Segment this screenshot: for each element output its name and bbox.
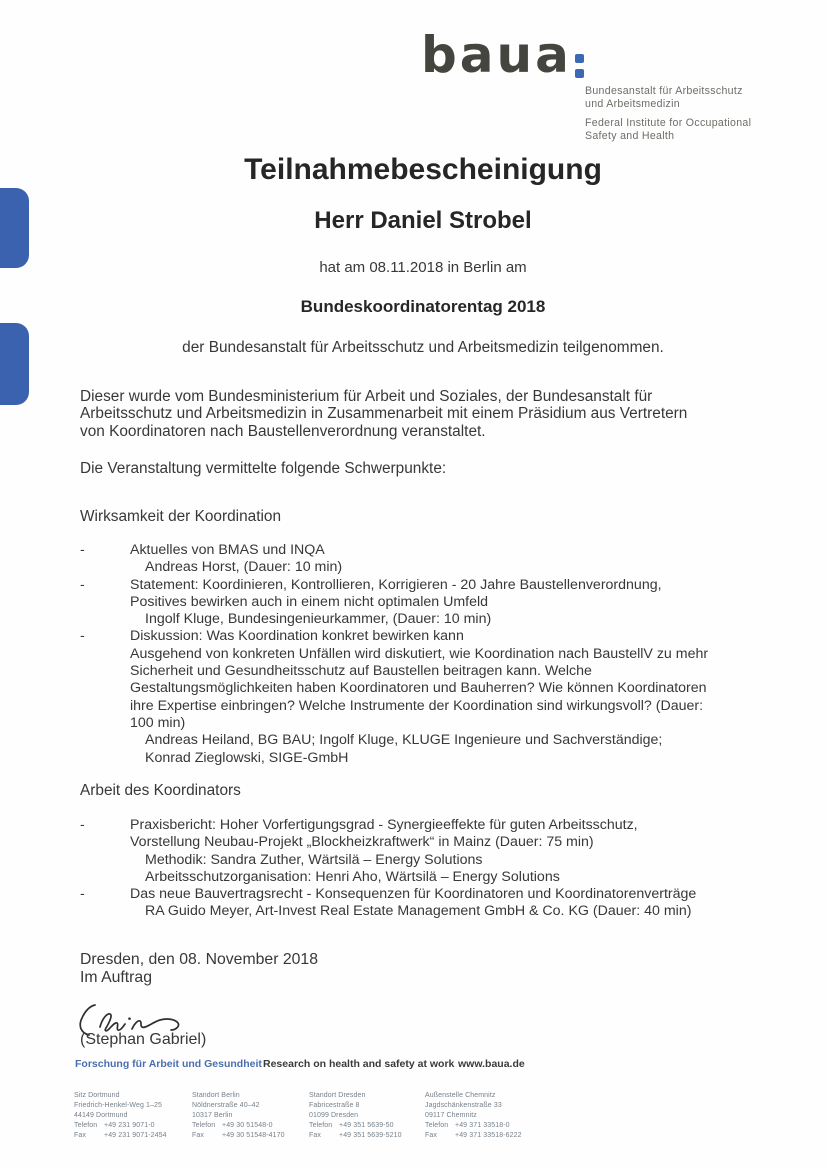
phone-label: Telefon — [309, 1122, 333, 1129]
agenda-line: Positives bewirken auch in einem nicht optimalen Umfeld — [130, 593, 489, 610]
event-title: Bundeskoordinatorentag 2018 — [300, 297, 546, 316]
event-subline: der Bundesanstalt für Arbeitsschutz und Arbeitsmedizin teilgenommen. — [182, 339, 664, 356]
fax-number: +49 231 9071-2454 — [104, 1132, 167, 1139]
section-heading-wirksamkeit: Wirksamkeit der Koordination — [80, 508, 282, 525]
baua-logo-wordmark: baua — [421, 26, 572, 84]
location-city: 01099 Dresden — [309, 1112, 359, 1119]
speaker-line: Ingolf Kluge, Bundesingenieurkammer, (Dauer: 10 min) — [145, 611, 492, 628]
logo-org-names — [585, 85, 751, 143]
section-heading-arbeit: Arbeit des Koordinators — [80, 782, 241, 799]
signature-block — [80, 951, 318, 987]
location-phone-row — [74, 1121, 167, 1131]
list-item-body — [130, 542, 342, 577]
fax-label: Fax — [74, 1132, 86, 1139]
agenda-line: Aktuelles von BMAS und INQA — [130, 542, 325, 558]
signer-name: (Stephan Gabriel) — [80, 1031, 207, 1048]
list-dash: - — [80, 542, 85, 558]
footer-location-chemnitz — [425, 1091, 522, 1141]
fax-label: Fax — [192, 1132, 204, 1139]
list-item — [80, 886, 696, 921]
agenda-list-1 — [80, 542, 708, 767]
location-city: 44149 Dortmund — [74, 1112, 128, 1119]
list-dash: - — [80, 886, 85, 903]
phone-number: +49 231 9071-0 — [104, 1122, 155, 1129]
location-street: Friedrich-Henkel-Weg 1–25 — [74, 1102, 162, 1109]
recipient-name: Herr Daniel Strobel — [314, 207, 532, 234]
location-fax-row — [192, 1131, 285, 1141]
speaker-line: Andreas Horst, (Dauer: 10 min) — [145, 559, 343, 576]
paragraph-line: von Koordinatoren nach Baustellenverordnung veranstaltet. — [80, 422, 486, 440]
org-name-en-line2: Safety and Health — [585, 130, 675, 142]
speaker-line: Arbeitsschutzorganisation: Henri Aho, Wärtsilä – Energy Solutions — [145, 868, 560, 885]
location-name: Standort Berlin — [192, 1092, 240, 1099]
location-fax-row — [74, 1131, 167, 1141]
phone-number: +49 371 33518-0 — [455, 1122, 510, 1129]
logo-colon-dot-icon — [575, 69, 584, 78]
page-title: Teilnahmebescheinigung — [244, 153, 602, 186]
place-date: Dresden, den 08. November 2018 — [80, 951, 318, 968]
list-item — [80, 542, 708, 577]
speaker-line: RA Guido Meyer, Art-Invest Real Estate Management GmbH & Co. KG (Dauer: 40 min) — [145, 903, 692, 920]
on-behalf: Im Auftrag — [80, 969, 152, 986]
agenda-list-2 — [80, 817, 696, 921]
location-street: Jagdschänkenstraße 33 — [425, 1102, 502, 1109]
blue-margin-tab-bottom-icon — [0, 323, 29, 405]
list-dash: - — [80, 576, 85, 593]
location-name: Standort Dresden — [309, 1092, 366, 1099]
agenda-line: Das neue Bauvertragsrecht - Konsequenzen für Koordinatoren und Koordinatorenverträge — [130, 886, 697, 903]
location-street: Fabricestraße 8 — [309, 1102, 360, 1109]
footer-location-dortmund — [74, 1091, 167, 1141]
speaker-line: Methodik: Sandra Zuther, Wärtsilä – Energy Solutions — [145, 851, 483, 868]
agenda-line: Gestaltungsmöglichkeiten haben Koordinatoren und Bauherren? Wie können Koordinatoren — [130, 680, 707, 697]
list-dash: - — [80, 817, 85, 833]
agenda-line: Ausgehend von konkreten Unfällen wird diskutiert, wie Koordination nach BaustellV zu mehr — [130, 645, 709, 662]
agenda-line: ihre Expertise einbringen? Welche Instrumente der Koordination sind wirkungsvoll? (Dauer: — [130, 697, 704, 714]
org-name-de-line2: und Arbeitsmedizin — [585, 98, 680, 110]
location-city: 10317 Berlin — [192, 1112, 233, 1119]
fax-number: +49 351 5639-5210 — [339, 1132, 402, 1139]
list-dash: - — [80, 628, 85, 645]
tagline-german: Forschung für Arbeit und Gesundheit — [75, 1058, 262, 1070]
logo-colon-dot-icon — [575, 54, 584, 63]
intro-paragraph — [80, 388, 687, 440]
phone-number: +49 351 5639-50 — [339, 1122, 394, 1129]
fax-number: +49 371 33518-6222 — [455, 1132, 522, 1139]
location-name: Außenstelle Chemnitz — [425, 1092, 496, 1099]
location-phone-row — [425, 1121, 522, 1131]
logo-colon-icon — [575, 54, 584, 78]
phone-label: Telefon — [425, 1122, 449, 1129]
location-street: Nöldnerstraße 40–42 — [192, 1102, 260, 1109]
list-item-body — [130, 817, 638, 886]
focus-intro-paragraph: Die Veranstaltung vermittelte folgende Schwerpunkte: — [80, 460, 447, 477]
agenda-line: Sicherheit und Gesundheitsschutz auf Baustellen beitragen kann. Welche — [130, 663, 592, 680]
participation-date-line: hat am 08.11.2018 in Berlin am — [319, 259, 527, 276]
footer-location-dresden — [309, 1091, 402, 1141]
paragraph-line: Arbeitsschutz und Arbeitsmedizin in Zusammenarbeit mit einem Präsidium aus Vertretern — [80, 405, 688, 423]
agenda-line: Diskussion: Was Koordination konkret bewirken kann — [130, 628, 464, 645]
tagline-english: Research on health and safety at work — [263, 1058, 455, 1070]
fax-label: Fax — [425, 1132, 437, 1139]
org-name-de-line1: Bundesanstalt für Arbeitsschutz — [585, 85, 743, 97]
list-item-body — [130, 577, 662, 629]
paragraph-line: Dieser wurde vom Bundesministerium für Arbeit und Soziales, der Bundesanstalt für — [80, 388, 653, 405]
phone-label: Telefon — [74, 1122, 98, 1129]
agenda-line: Vorstellung Neubau-Projekt „Blockheizkraftwerk“ in Mainz (Dauer: 75 min) — [130, 834, 594, 851]
location-fax-row — [425, 1131, 522, 1141]
blue-margin-tab-top-icon — [0, 188, 29, 268]
list-item — [80, 577, 708, 629]
phone-number: +49 30 51548-0 — [222, 1122, 273, 1129]
org-name-en-line1: Federal Institute for Occupational — [585, 117, 752, 129]
speaker-line: Konrad Zieglowski, SIGE-GmbH — [145, 749, 349, 766]
list-item-body — [130, 628, 708, 766]
website-url: www.baua.de — [458, 1058, 525, 1070]
list-item — [80, 628, 708, 766]
fax-number: +49 30 51548-4170 — [222, 1132, 285, 1139]
agenda-line: Statement: Koordinieren, Kontrollieren, Korrigieren - 20 Jahre Baustellenverordnung, — [130, 576, 662, 593]
agenda-line: 100 min) — [130, 714, 186, 731]
location-city: 09117 Chemnitz — [425, 1112, 477, 1119]
location-phone-row — [309, 1121, 402, 1131]
list-item-body — [130, 886, 696, 921]
location-fax-row — [309, 1131, 402, 1141]
org-name-english — [585, 117, 751, 143]
org-name-german — [585, 85, 751, 111]
speaker-line: Andreas Heiland, BG BAU; Ingolf Kluge, KLUGE Ingenieure und Sachverständige; — [145, 732, 663, 749]
location-phone-row — [192, 1121, 285, 1131]
location-name: Sitz Dortmund — [74, 1092, 120, 1099]
fax-label: Fax — [309, 1132, 321, 1139]
phone-label: Telefon — [192, 1122, 216, 1129]
footer-location-berlin — [192, 1091, 285, 1141]
agenda-line: Praxisbericht: Hoher Vorfertigungsgrad - Synergieeffekte für guten Arbeitsschutz, — [130, 817, 638, 833]
list-item — [80, 817, 696, 886]
